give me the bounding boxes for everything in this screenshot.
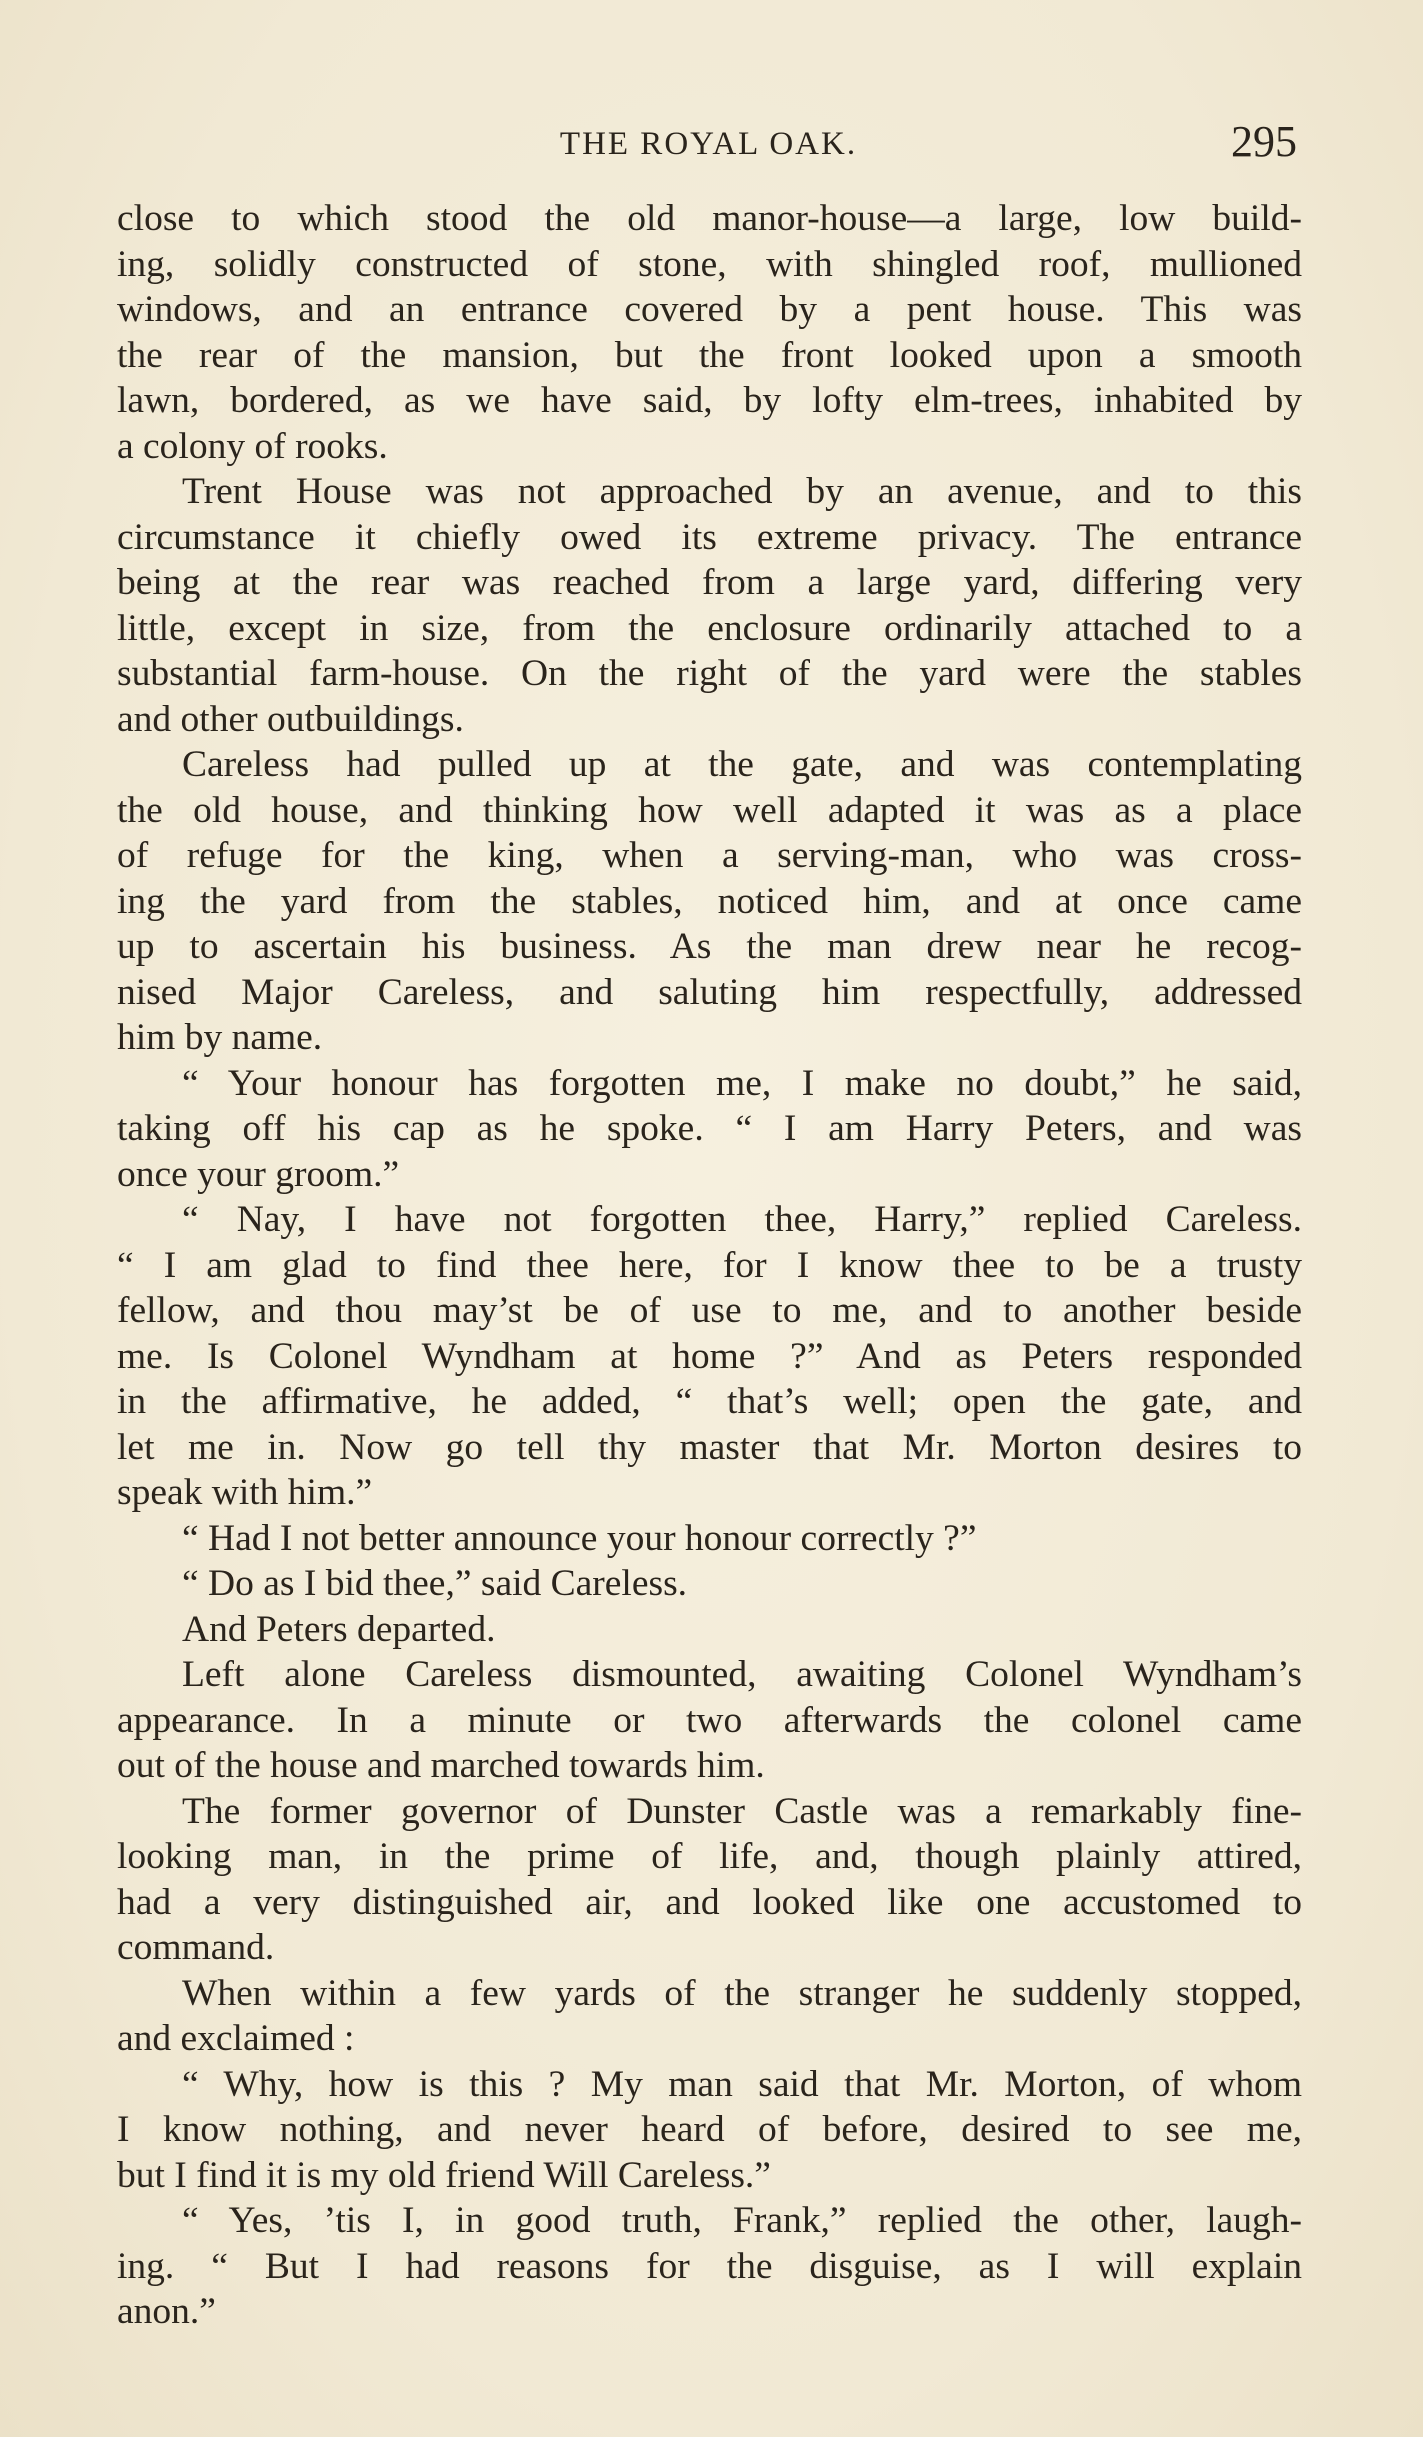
text-line: of refuge for the king, when a serving-man, who was cross- [117,835,1302,876]
text-line: circumstance it chiefly owed its extreme privacy. The entrance [117,516,1302,558]
text-line: I know nothing, and never heard of before, desired to see me, [117,2109,1302,2150]
text-line: looking man, in the prime of life, and, though plainly attired, [117,1836,1302,1877]
text-line: “ Your honour has forgotten me, I make no doubt,” he said, [182,1062,1302,1104]
text-line: him by name. [117,1017,323,1058]
text-line: The former governor of Dunster Castle was a remarkably fine- [182,1790,1302,1832]
text-line: “ Why, how is this ? My man said that Mr. Morton, of whom [182,2063,1302,2105]
text-line: a colony of rooks. [117,425,388,467]
text-line: command. [117,1927,275,1968]
text-line: close to which stood the old manor-house—a large, low build- [117,198,1302,239]
text-line: the old house, and thinking how well adapted it was as a place [117,789,1302,831]
text-line: but I find it is my old friend Will Careless.” [117,2154,771,2196]
text-line: “ Had I not better announce your honour correctly ?” [182,1517,977,1559]
text-line: lawn, bordered, as we have said, by lofty elm-trees, inhabited by [117,380,1302,421]
text-line: up to ascertain his business. As the man drew near he recog- [117,926,1302,967]
text-line: anon.” [117,2291,216,2332]
page-number: 295 [1231,117,1297,166]
text-line: fellow, and thou may’st be of use to me, and to another beside [117,1290,1302,1331]
text-line: “ I am glad to find thee here, for I know thee to be a trusty [117,1244,1302,1286]
text-line: being at the rear was reached from a large yard, differing very [117,562,1302,603]
text-line: windows, and an entrance covered by a pent house. This was [117,289,1302,330]
text-line: “ Do as I bid thee,” said Careless. [182,1563,688,1604]
text-line: Trent House was not approached by an avenue, and to this [182,471,1302,512]
text-line: And Peters departed. [182,1608,496,1650]
text-line: “ Nay, I have not forgotten thee, Harry,” replied Careless. [182,1199,1302,1240]
text-line: had a very distinguished air, and looked like one accustomed to [117,1881,1302,1923]
text-line: Left alone Careless dismounted, awaiting Colonel Wyndham’s [182,1654,1302,1695]
running-head [120,112,1297,172]
text-line: once your groom.” [117,1153,400,1195]
text-line: When within a few yards of the stranger he suddenly stopped, [182,1972,1302,2014]
text-line: and exclaimed : [117,2018,355,2059]
body-text [117,196,1302,2335]
text-line: ing, solidly constructed of stone, with shingled roof, mullioned [117,243,1302,285]
text-line: out of the house and marched towards him. [117,1745,765,1786]
text-line: taking off his cap as he spoke. “ I am Harry Peters, and was [117,1108,1302,1149]
text-line: Careless had pulled up at the gate, and was contemplating [182,744,1302,785]
text-line: me. Is Colonel Wyndham at home ?” And as Peters responded [117,1335,1302,1377]
running-head-title: THE ROYAL OAK. [559,126,858,162]
text-line: ing. “ But I had reasons for the disguise, as I will explain [117,2245,1302,2287]
text-line: nised Major Careless, and saluting him respectfully, addressed [117,971,1302,1013]
text-line: let me in. Now go tell thy master that Mr. Morton desires to [117,1426,1302,1468]
text-line: appearance. In a minute or two afterwards the colonel came [117,1699,1302,1741]
text-line: and other outbuildings. [117,698,464,740]
text-line: speak with him.” [117,1472,373,1513]
text-line: ing the yard from the stables, noticed him, and at once came [117,880,1302,922]
text-line: substantial farm-house. On the right of the yard were the stables [117,653,1302,694]
text-line: “ Yes, ’tis I, in good truth, Frank,” replied the other, laugh- [182,2200,1302,2241]
text-line: little, except in size, from the enclosure ordinarily attached to a [117,607,1302,649]
text-line: the rear of the mansion, but the front looked upon a smooth [117,334,1302,376]
text-line: in the affirmative, he added, “ that’s well; open the gate, and [117,1381,1302,1422]
